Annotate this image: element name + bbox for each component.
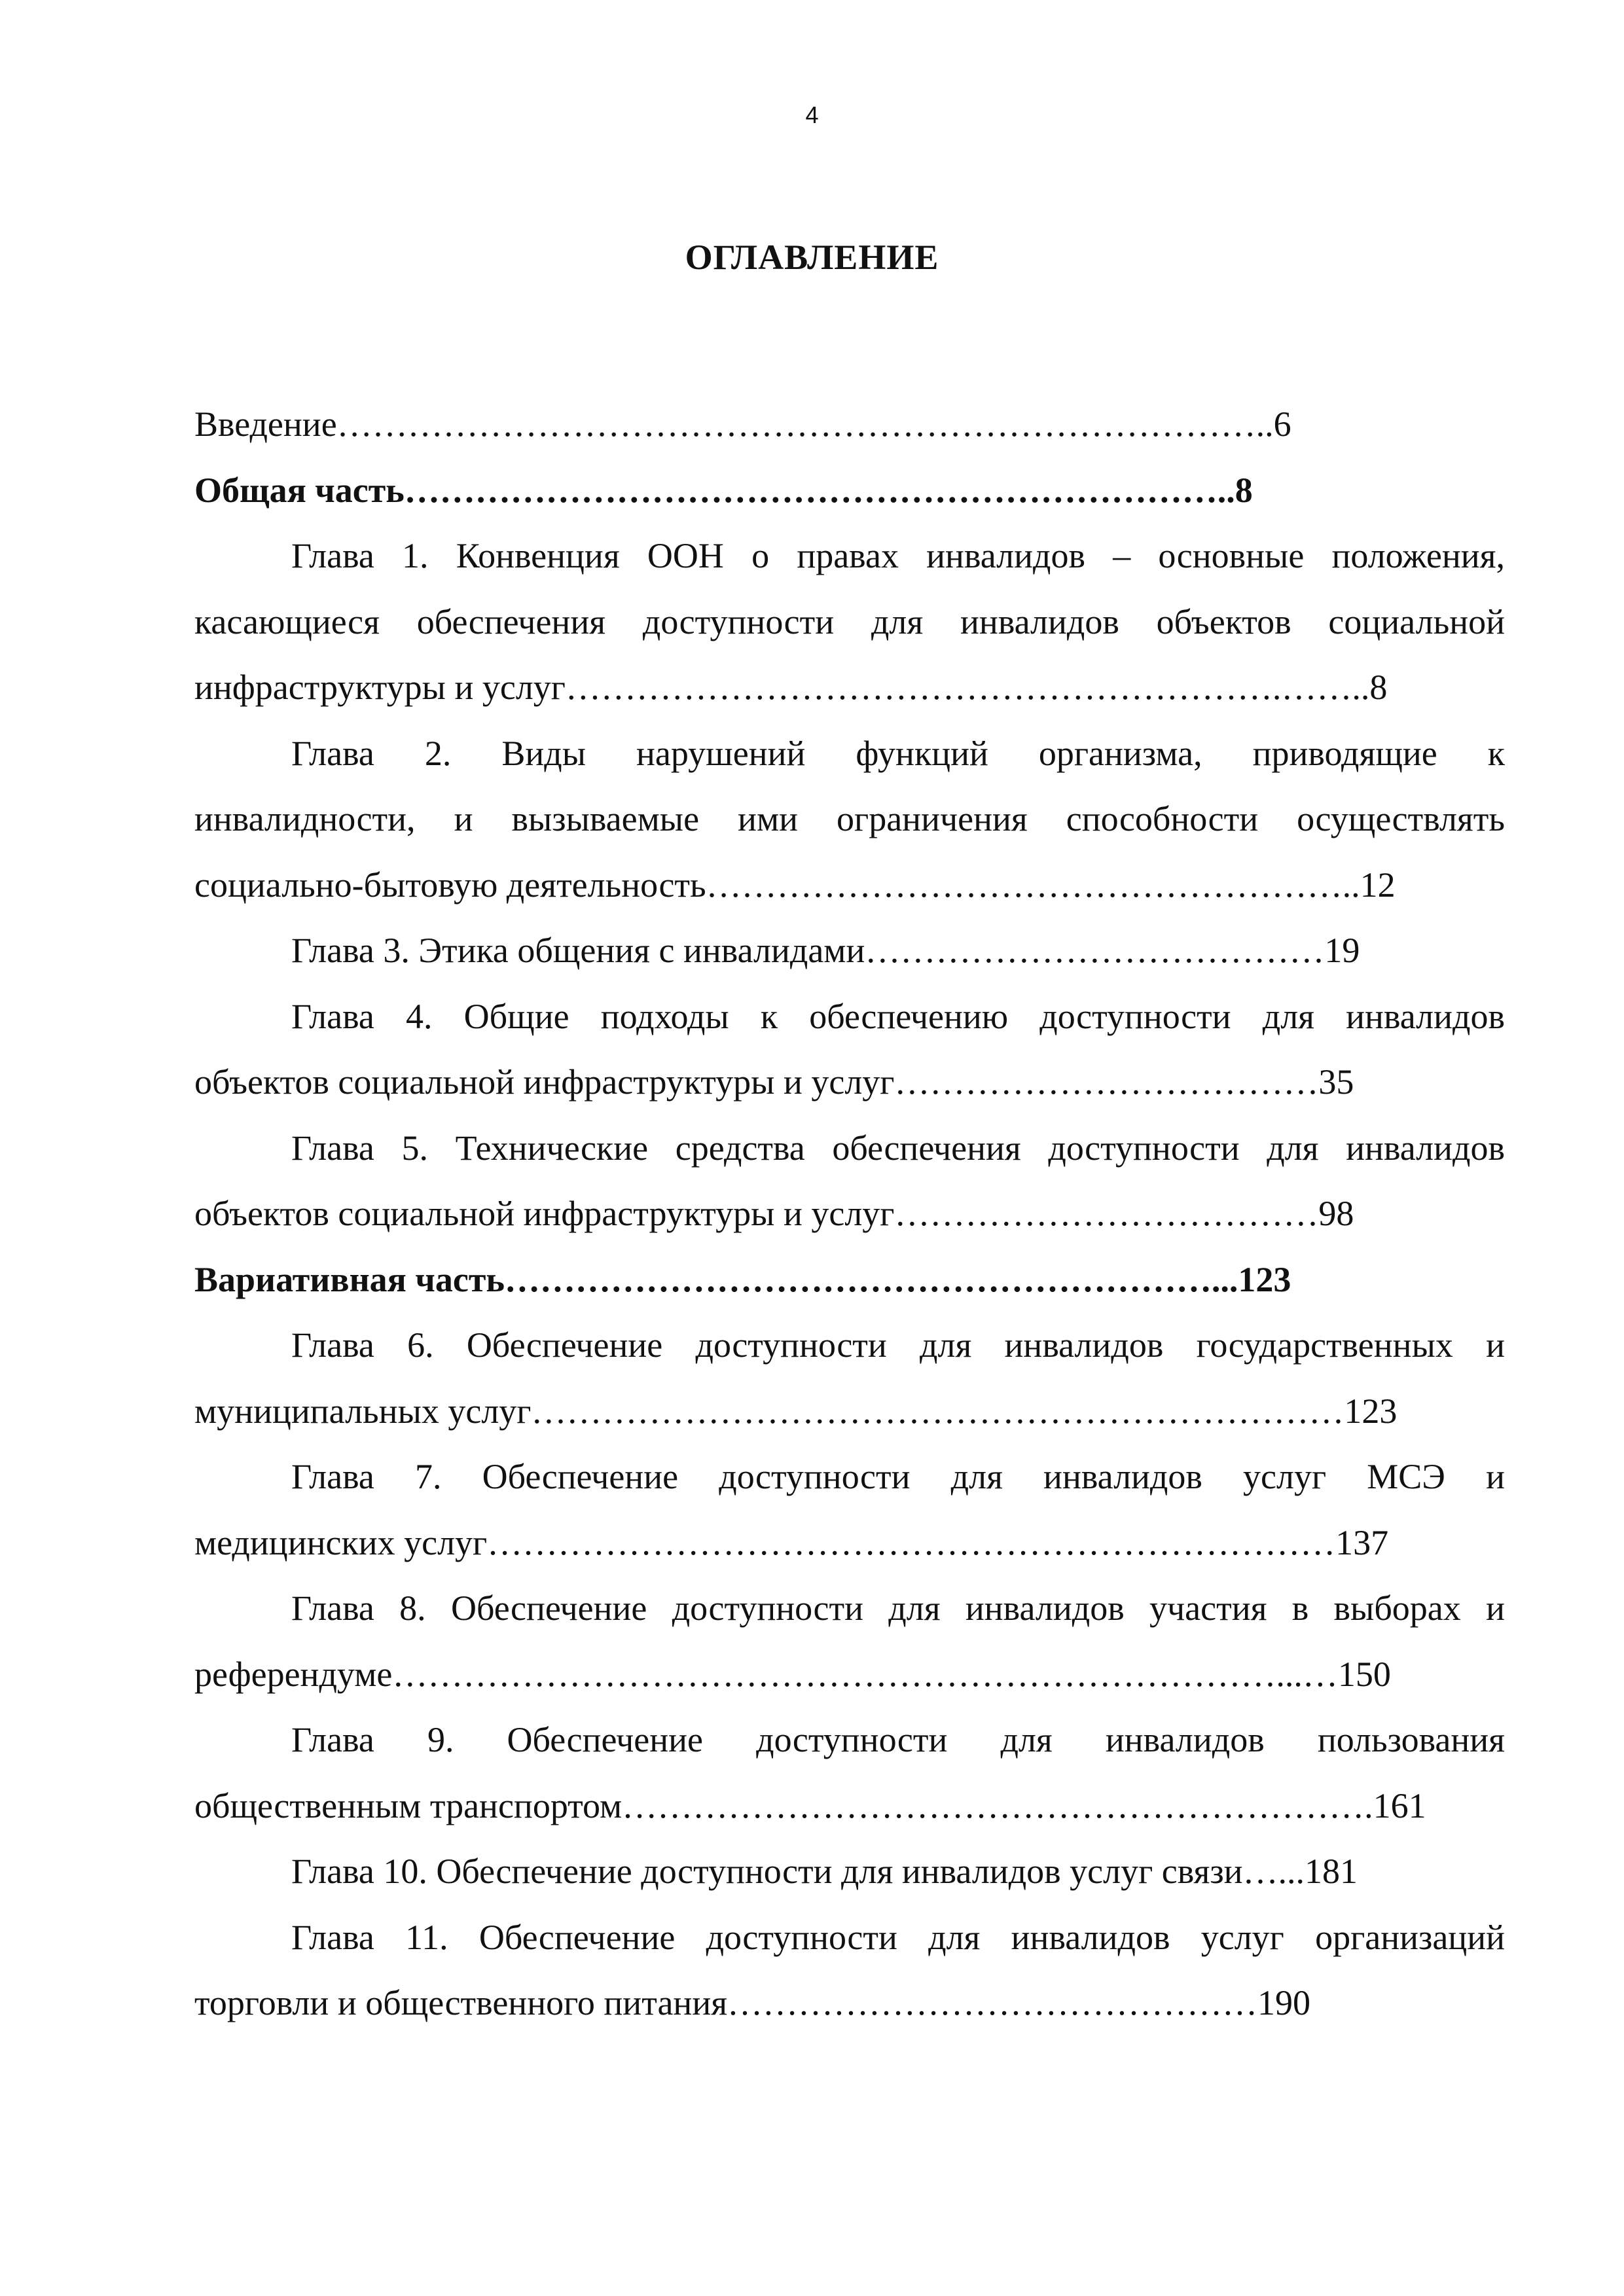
toc-entry-line: Глава 10. Обеспечение доступности для инвалидов услуг связи…...181 (291, 1852, 1358, 1891)
toc-chapter-entry (194, 1905, 1505, 2036)
table-of-contents (194, 391, 1505, 2036)
toc-chapter-entry (194, 721, 1505, 918)
toc-chapter-entry (194, 1115, 1505, 1247)
toc-section-entry (194, 1247, 1505, 1313)
toc-entry-line: Глава 7. Обеспечение доступности для инвалидов услуг МСЭ и (291, 1457, 1505, 1496)
toc-entry-line: Глава 11. Обеспечение доступности для инвалидов услуг организаций (291, 1917, 1505, 1957)
toc-entry-line: общественным транспортом……………………………………………………….161 (194, 1785, 1426, 1825)
toc-entry-line: торговли и общественного питания………………………………………190 (194, 1983, 1311, 2022)
toc-chapter-entry (194, 918, 1505, 984)
toc-entry-line: медицинских услуг………………………………………………………………137 (194, 1522, 1389, 1562)
toc-chapter-entry (194, 391, 1505, 457)
toc-entry-line: Глава 8. Обеспечение доступности для инвалидов участия в выборах и (291, 1588, 1505, 1628)
page-number: 4 (805, 101, 819, 128)
toc-entry-line: касающиеся обеспечения доступности для инвалидов объектов социальной (194, 601, 1505, 641)
toc-entry-line: референдуме…………………………………………………………………...…150 (194, 1654, 1391, 1694)
toc-chapter-entry (194, 1444, 1505, 1575)
toc-entry-line: социально-бытовую деятельность………………………………………………..12 (194, 865, 1396, 905)
toc-chapter-entry (194, 1839, 1505, 1905)
toc-entry-line: инфраструктуры и услуг…………………………………………………….……..8 (194, 668, 1388, 707)
toc-entry-line: Глава 4. Общие подходы к обеспечению доступности для инвалидов (291, 996, 1505, 1036)
toc-entry-line: инвалидности, и вызываемые ими ограничения способности осуществлять (194, 799, 1505, 838)
toc-chapter-entry (194, 1575, 1505, 1707)
toc-entry-line: Введение……………………………………………………………………..6 (194, 404, 1291, 444)
toc-entry-line: Глава 9. Обеспечение доступности для инвалидов пользования (291, 1720, 1505, 1759)
toc-entry-line: муниципальных услуг……………………………………………………………123 (194, 1391, 1398, 1431)
toc-chapter-entry (194, 523, 1505, 721)
toc-entry-line: Глава 5. Технические средства обеспечения доступности для инвалидов (291, 1128, 1505, 1168)
toc-entry-line: объектов социальной инфраструктуры и услуг………………………………98 (194, 1194, 1354, 1233)
toc-entry-line: Общая часть……………………………………………………………..8 (194, 470, 1253, 510)
toc-chapter-entry (194, 1707, 1505, 1839)
toc-chapter-entry (194, 1312, 1505, 1444)
page-title: ОГЛАВЛЕНИЕ (685, 238, 939, 277)
toc-entry-line: Глава 6. Обеспечение доступности для инвалидов государственных и (291, 1325, 1505, 1365)
toc-chapter-entry (194, 984, 1505, 1115)
toc-entry-line: Глава 1. Конвенция ООН о правах инвалидов – основные положения, (291, 536, 1505, 575)
toc-entry-line: Глава 2. Виды нарушений функций организма, приводящие к (291, 733, 1505, 773)
toc-entry-line: Вариативная часть……………………………………………………...123 (194, 1259, 1291, 1299)
toc-section-entry (194, 457, 1505, 524)
toc-entry-line: Глава 3. Этика общения с инвалидами…………………………………19 (291, 931, 1360, 970)
toc-entry-line: объектов социальной инфраструктуры и услуг………………………………35 (194, 1062, 1354, 1102)
